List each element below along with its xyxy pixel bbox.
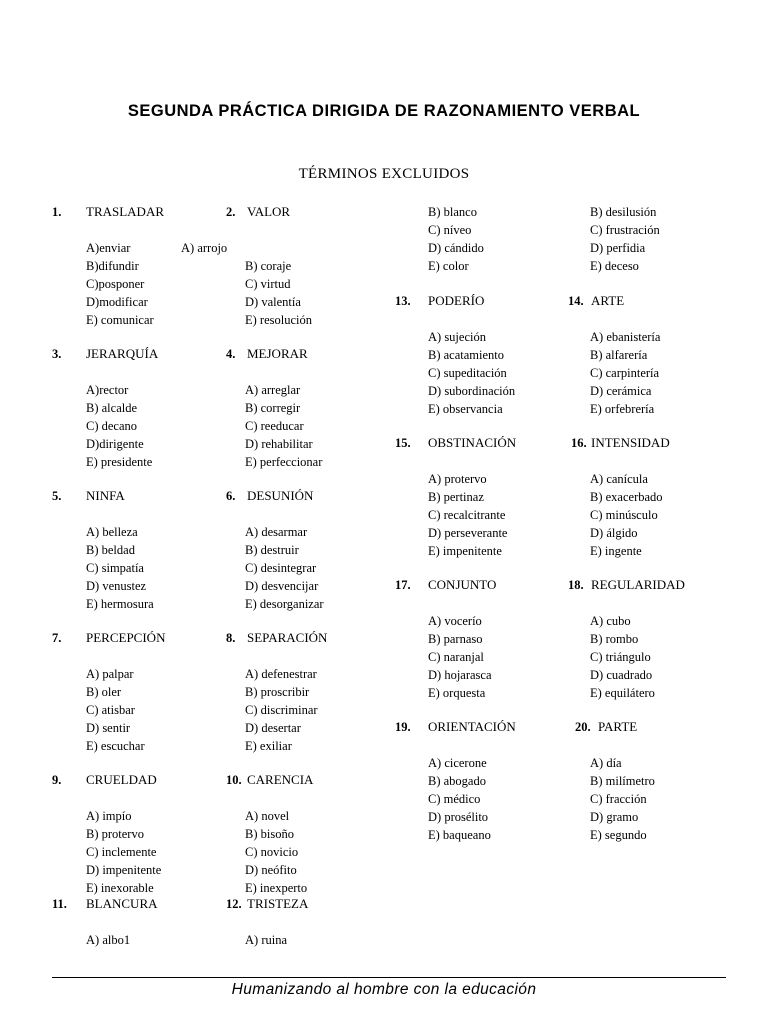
answer-option: B) alfarería (590, 348, 648, 362)
question-word: ARTE (591, 293, 625, 308)
answer-option: D) perseverante (428, 526, 508, 540)
answer-option: B) proscribir (245, 685, 310, 699)
answer-option: A) arreglar (245, 383, 301, 397)
question-word: OBSTINACIÓN (428, 435, 517, 450)
answer-option: E) impenitente (428, 544, 502, 558)
question-word: ORIENTACIÓN (428, 719, 516, 734)
question-word: CRUELDAD (86, 772, 157, 787)
answer-option: E) equilátero (590, 686, 655, 700)
answer-option: C) desintegrar (245, 561, 317, 575)
answer-option: C) simpatía (86, 561, 144, 575)
answer-option: D) valentía (245, 295, 301, 309)
question-word: INTENSIDAD (591, 435, 670, 450)
answer-option: C) recalcitrante (428, 508, 506, 522)
answer-option: D) prosélito (428, 810, 489, 824)
answer-option: E) resolución (245, 313, 312, 327)
answer-option: D)modificar (86, 295, 148, 309)
answer-option: D) cuadrado (590, 668, 653, 682)
question-number: 13. (395, 294, 411, 308)
question-number: 19. (395, 720, 411, 734)
question-number: 14. (568, 294, 584, 308)
answer-option: A) albo1 (86, 933, 131, 947)
answer-option: A) vocerío (428, 614, 482, 628)
question-word: CONJUNTO (428, 577, 497, 592)
answer-option: C) discriminar (245, 703, 318, 717)
answer-option: C) frustración (590, 223, 660, 237)
answer-option: B) pertinaz (428, 490, 484, 504)
answer-option: A) palpar (86, 667, 134, 681)
question-word: VALOR (247, 204, 291, 219)
question-number: 17. (395, 578, 411, 592)
answer-option: E) ingente (590, 544, 642, 558)
answer-option: B) rombo (590, 632, 639, 646)
footer-motto: Humanizando al hombre con la educación (231, 981, 537, 998)
answer-option: C) fracción (590, 792, 647, 806)
answer-option: B)difundir (86, 259, 139, 273)
question-word: REGULARIDAD (591, 577, 685, 592)
answer-option: D) subordinación (428, 384, 516, 398)
answer-option: A) impío (86, 809, 132, 823)
answer-option: D) cándido (428, 241, 484, 255)
answer-option: C) carpintería (590, 366, 660, 380)
answer-option: C) inclemente (86, 845, 157, 859)
answer-option: E) exiliar (245, 739, 292, 753)
answer-option: A) protervo (428, 472, 487, 486)
answer-option: B) milímetro (590, 774, 655, 788)
answer-option: E) segundo (590, 828, 647, 842)
question-word: PERCEPCIÓN (86, 630, 166, 645)
footer-divider (52, 977, 726, 978)
question-word: DESUNIÓN (247, 488, 314, 503)
answer-option: C) virtud (245, 277, 291, 291)
answer-option: E) desorganizar (245, 597, 324, 611)
answer-option: B) destruir (245, 543, 299, 557)
question-word: PARTE (598, 719, 638, 734)
question-number: 4. (226, 347, 236, 361)
answer-option: D) neófito (245, 863, 297, 877)
page-title: SEGUNDA PRÁCTICA DIRIGIDA DE RAZONAMIENTO VERBAL (127, 102, 641, 120)
answer-option: B) coraje (245, 259, 292, 273)
answer-option: D) hojarasca (428, 668, 492, 682)
question-number: 11. (52, 897, 67, 911)
answer-option: C)posponer (86, 277, 145, 291)
question-word: BLANCURA (86, 896, 158, 911)
answer-option: C) naranjal (428, 650, 484, 664)
answer-option: E) inexperto (245, 881, 308, 895)
answer-option: D) cerámica (590, 384, 652, 398)
question-number: 7. (52, 631, 62, 645)
answer-option: B) abogado (428, 774, 486, 788)
question-word: CARENCIA (247, 772, 314, 787)
answer-option: E) comunicar (86, 313, 154, 327)
answer-option: D) impenitente (86, 863, 162, 877)
answer-option: E) escuchar (86, 739, 145, 753)
answer-option: C) supeditación (428, 366, 507, 380)
answer-option: D) álgido (590, 526, 638, 540)
answer-option: A)rector (86, 383, 129, 397)
answer-option: A) defenestrar (245, 667, 317, 681)
answer-option: C) triángulo (590, 650, 651, 664)
question-number: 3. (52, 347, 62, 361)
question-word: MEJORAR (247, 346, 308, 361)
answer-option: A) día (590, 756, 622, 770)
question-number: 12. (226, 897, 242, 911)
question-number: 15. (395, 436, 411, 450)
question-number: 1. (52, 205, 62, 219)
answer-option: E) orquesta (428, 686, 486, 700)
answer-option: D) rehabilitar (245, 437, 313, 451)
answer-option: C) novicio (245, 845, 299, 859)
answer-option: C) médico (428, 792, 481, 806)
answer-option: E) hermosura (86, 597, 154, 611)
answer-option: D) desvencijar (245, 579, 319, 593)
answer-option: E) baqueano (428, 828, 491, 842)
question-number: 10. (226, 773, 242, 787)
section-title: TÉRMINOS EXCLUIDOS (298, 166, 470, 182)
answer-option: B) exacerbado (590, 490, 663, 504)
answer-option: E) color (428, 259, 469, 273)
answer-option: D) sentir (86, 721, 131, 735)
answer-option: C) níveo (428, 223, 472, 237)
answer-option: B) desilusión (590, 205, 657, 219)
question-number: 6. (226, 489, 236, 503)
answer-option: C) reeducar (245, 419, 304, 433)
answer-option: E) presidente (86, 455, 153, 469)
question-number: 20. (575, 720, 591, 734)
question-word: TRASLADAR (86, 204, 165, 219)
answer-option: C) minúsculo (590, 508, 658, 522)
answer-option: D) venustez (86, 579, 147, 593)
question-number: 18. (568, 578, 584, 592)
question-word: NINFA (86, 488, 125, 503)
answer-option: B) parnaso (428, 632, 483, 646)
question-number: 8. (226, 631, 236, 645)
answer-option: B) beldad (86, 543, 135, 557)
question-number: 5. (52, 489, 62, 503)
answer-option: E) deceso (590, 259, 639, 273)
answer-option: A) cicerone (428, 756, 487, 770)
answer-option: A) desarmar (245, 525, 308, 539)
question-number: 2. (226, 205, 236, 219)
question-word: PODERÍO (428, 293, 485, 308)
answer-option: A) canícula (590, 472, 648, 486)
answer-option: B) blanco (428, 205, 477, 219)
answer-option: D) desertar (245, 721, 301, 735)
question-number: 9. (52, 773, 62, 787)
answer-option: A) arrojo (181, 241, 228, 255)
answer-option: A) ruina (245, 933, 287, 947)
answer-option: A) sujeción (428, 330, 486, 344)
answer-option: E) perfeccionar (245, 455, 323, 469)
answer-option: B) protervo (86, 827, 144, 841)
answer-option: D) perfidia (590, 241, 646, 255)
answer-option: B) oler (86, 685, 122, 699)
answer-option: B) alcalde (86, 401, 138, 415)
question-number: 16. (571, 436, 587, 450)
answer-option: D)dirigente (86, 437, 144, 451)
question-word: TRISTEZA (247, 896, 309, 911)
answer-option: A) belleza (86, 525, 138, 539)
answer-option: A)enviar (86, 241, 131, 255)
question-word: JERARQUÍA (86, 346, 159, 361)
answer-option: C) atisbar (86, 703, 135, 717)
answer-option: E) observancia (428, 402, 503, 416)
question-word: SEPARACIÓN (247, 630, 328, 645)
answer-option: D) gramo (590, 810, 639, 824)
answer-option: B) acatamiento (428, 348, 505, 362)
answer-option: B) bisoño (245, 827, 294, 841)
answer-option: B) corregir (245, 401, 301, 415)
answer-option: A) ebanistería (590, 330, 661, 344)
answer-option: A) novel (245, 809, 290, 823)
answer-option: E) inexorable (86, 881, 154, 895)
answer-option: A) cubo (590, 614, 631, 628)
answer-option: C) decano (86, 419, 138, 433)
answer-option: E) orfebrería (590, 402, 655, 416)
